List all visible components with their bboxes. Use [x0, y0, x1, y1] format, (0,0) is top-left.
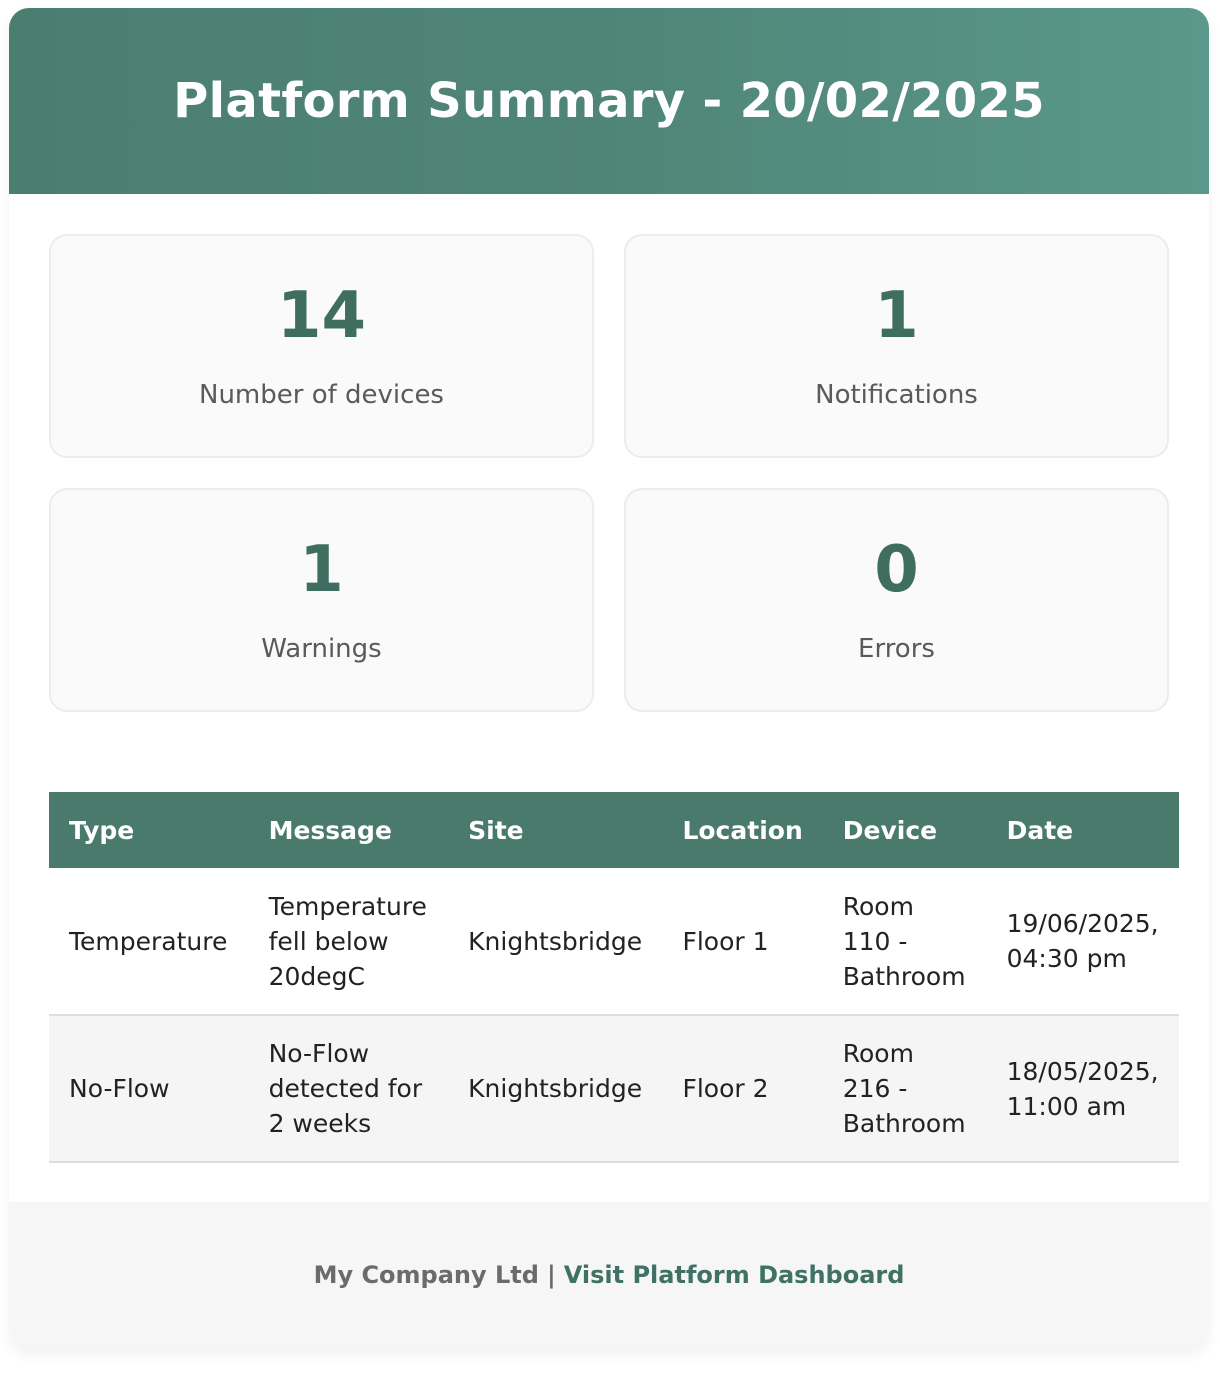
column-header-site: Site: [468, 815, 524, 845]
cell-date: 19/06/2025, 04:30 pm: [987, 868, 1179, 1015]
cell-site: Knightsbridge: [448, 868, 662, 1015]
summary-card: [9, 8, 1209, 1348]
footer-separator: |: [546, 1261, 556, 1289]
cell-device: Room 216 - Bathroom: [823, 1015, 987, 1162]
cell-type: No-Flow: [49, 1015, 249, 1162]
stat-value: 1: [874, 279, 919, 353]
cell-message: Temperature fell below 20degC: [249, 868, 449, 1015]
header-banner: [9, 8, 1209, 194]
cell-location: Floor 2: [662, 1015, 822, 1162]
stat-label: Errors: [858, 634, 935, 664]
cell-type: Temperature: [49, 868, 249, 1015]
dashboard-link[interactable]: Visit Platform Dashboard: [563, 1261, 905, 1289]
main-content: [9, 194, 1209, 1202]
footer: [9, 1202, 1209, 1348]
cell-device: Room 110 - Bathroom: [823, 868, 987, 1015]
stat-card-warnings: [49, 488, 594, 712]
cell-date: 18/05/2025, 11:00 am: [987, 1015, 1179, 1162]
stat-value: 0: [874, 533, 919, 607]
column-header-date: Date: [1006, 815, 1074, 845]
stats-grid: [49, 234, 1169, 712]
column-header-message: Message: [268, 815, 392, 845]
stat-card-devices: [49, 234, 594, 458]
table-header-row: [49, 792, 1179, 868]
cell-site: Knightsbridge: [448, 1015, 662, 1162]
notifications-table: [49, 792, 1179, 1163]
stat-value: 1: [299, 533, 344, 607]
stat-label: Warnings: [261, 634, 382, 664]
stat-card-notifications: [624, 234, 1169, 458]
company-name: My Company Ltd: [313, 1261, 539, 1289]
cell-location: Floor 1: [662, 868, 822, 1015]
cell-message: No-Flow detected for 2 weeks: [249, 1015, 449, 1162]
stat-card-errors: [624, 488, 1169, 712]
stat-value: 14: [276, 279, 367, 353]
stat-label: Notifications: [815, 380, 978, 410]
column-header-device: Device: [842, 815, 938, 845]
column-header-type: Type: [69, 815, 135, 845]
page-title: Platform Summary - 20/02/2025: [173, 73, 1045, 129]
stat-label: Number of devices: [199, 380, 444, 410]
table-row: [49, 1015, 1179, 1162]
table-row: [49, 868, 1179, 1015]
column-header-location: Location: [682, 815, 803, 845]
